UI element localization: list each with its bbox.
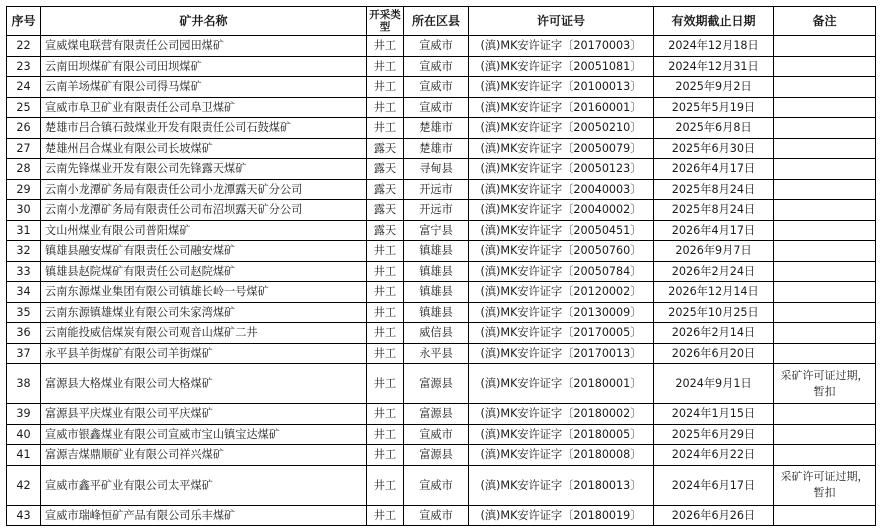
license-number-cell: (滇)MK安许证字〔20170005〕	[469, 323, 654, 344]
remark-cell	[774, 404, 876, 425]
table-row	[7, 465, 876, 505]
seq-cell: 31	[7, 220, 41, 241]
mining-type-cell: 露天	[367, 179, 404, 200]
mine-name-cell: 云南能投威信煤炭有限公司观音山煤矿二井	[41, 323, 367, 344]
mine-name-cell: 楚雄市吕合镇石鼓煤业开发有限责任公司石鼓煤矿	[41, 118, 367, 139]
license-number-cell: (滇)MK安许证字〔20180019〕	[469, 505, 654, 526]
remark-cell	[774, 445, 876, 466]
seq-cell: 28	[7, 159, 41, 180]
seq-cell: 35	[7, 302, 41, 323]
mine-name-cell: 云南东源煤业集团有限公司镇雄长岭一号煤矿	[41, 282, 367, 303]
remark-cell	[774, 241, 876, 262]
table-row	[7, 77, 876, 98]
district-cell: 富源县	[404, 445, 469, 466]
expiry-date-cell: 2025年10月25日	[654, 302, 774, 323]
license-number-cell: (滇)MK安许证字〔20170003〕	[469, 36, 654, 57]
mining-type-cell: 井工	[367, 323, 404, 344]
expiry-date-cell: 2026年6月26日	[654, 505, 774, 526]
table-row	[7, 200, 876, 221]
table-row	[7, 220, 876, 241]
district-cell: 宣威市	[404, 56, 469, 77]
mining-type-cell: 露天	[367, 159, 404, 180]
header-expiry: 有效期截止日期	[654, 7, 774, 36]
mining-type-cell: 井工	[367, 364, 404, 404]
seq-cell: 34	[7, 282, 41, 303]
district-cell: 镇雄县	[404, 261, 469, 282]
license-number-cell: (滇)MK安许证字〔20050784〕	[469, 261, 654, 282]
seq-cell: 38	[7, 364, 41, 404]
district-cell: 开远市	[404, 200, 469, 221]
seq-cell: 29	[7, 179, 41, 200]
seq-cell: 23	[7, 56, 41, 77]
mining-type-cell: 井工	[367, 282, 404, 303]
table-row	[7, 302, 876, 323]
expiry-date-cell: 2025年5月19日	[654, 97, 774, 118]
mining-type-cell: 井工	[367, 261, 404, 282]
district-cell: 富源县	[404, 364, 469, 404]
district-cell: 楚雄市	[404, 138, 469, 159]
seq-cell: 43	[7, 505, 41, 526]
district-cell: 富源县	[404, 404, 469, 425]
expiry-date-cell: 2026年9月7日	[654, 241, 774, 262]
district-cell: 开远市	[404, 179, 469, 200]
mine-name-cell: 宣威市阜卫矿业有限责任公司阜卫煤矿	[41, 97, 367, 118]
remark-cell	[774, 97, 876, 118]
district-cell: 宣威市	[404, 424, 469, 445]
seq-cell: 33	[7, 261, 41, 282]
expiry-date-cell: 2025年6月8日	[654, 118, 774, 139]
expiry-date-cell: 2026年4月17日	[654, 220, 774, 241]
district-cell: 宣威市	[404, 77, 469, 98]
table-row	[7, 364, 876, 404]
expiry-date-cell: 2024年12月31日	[654, 56, 774, 77]
license-number-cell: (滇)MK安许证字〔20050760〕	[469, 241, 654, 262]
header-license: 许可证号	[469, 7, 654, 36]
mining-type-cell: 井工	[367, 465, 404, 505]
remark-cell	[774, 77, 876, 98]
mining-type-cell: 井工	[367, 404, 404, 425]
district-cell: 富宁县	[404, 220, 469, 241]
seq-cell: 25	[7, 97, 41, 118]
mine-name-cell: 富源县平庆煤业有限公司平庆煤矿	[41, 404, 367, 425]
remark-cell	[774, 323, 876, 344]
table-row	[7, 138, 876, 159]
mining-type-cell: 井工	[367, 505, 404, 526]
expiry-date-cell: 2025年8月24日	[654, 179, 774, 200]
seq-cell: 26	[7, 118, 41, 139]
header-name: 矿井名称	[41, 7, 367, 36]
table-row	[7, 56, 876, 77]
expiry-date-cell: 2026年2月24日	[654, 261, 774, 282]
table-row	[7, 323, 876, 344]
license-number-cell: (滇)MK安许证字〔20180005〕	[469, 424, 654, 445]
table-row	[7, 343, 876, 364]
license-number-cell: (滇)MK安许证字〔20170013〕	[469, 343, 654, 364]
district-cell: 宣威市	[404, 97, 469, 118]
table-row	[7, 282, 876, 303]
mining-type-cell: 井工	[367, 424, 404, 445]
remark-cell: 采矿许可证过期，暂扣	[774, 364, 876, 404]
mine-name-cell: 富源县大格煤业有限公司大格煤矿	[41, 364, 367, 404]
mining-type-cell: 露天	[367, 138, 404, 159]
remark-cell	[774, 424, 876, 445]
table-row	[7, 159, 876, 180]
expiry-date-cell: 2026年2月14日	[654, 323, 774, 344]
district-cell: 宣威市	[404, 36, 469, 57]
remark-cell	[774, 505, 876, 526]
seq-cell: 27	[7, 138, 41, 159]
mine-name-cell: 宣威市瑞峰恒矿产品有限公司乐丰煤矿	[41, 505, 367, 526]
table-row	[7, 36, 876, 57]
seq-cell: 41	[7, 445, 41, 466]
table-body	[7, 36, 876, 526]
mine-name-cell: 云南小龙潭矿务局有限责任公司布沼坝露天矿分公司	[41, 200, 367, 221]
seq-cell: 30	[7, 200, 41, 221]
mine-name-cell: 永平县羊街煤矿有限公司羊街煤矿	[41, 343, 367, 364]
remark-cell	[774, 138, 876, 159]
header-row	[7, 7, 876, 36]
header-remark: 备注	[774, 7, 876, 36]
expiry-date-cell: 2026年6月20日	[654, 343, 774, 364]
table-row	[7, 179, 876, 200]
mine-name-cell: 宣威市鑫平矿业有限公司太平煤矿	[41, 465, 367, 505]
mining-type-cell: 井工	[367, 118, 404, 139]
expiry-date-cell: 2024年6月17日	[654, 465, 774, 505]
mine-name-cell: 镇雄县赵院煤矿有限责任公司赵院煤矿	[41, 261, 367, 282]
expiry-date-cell: 2025年6月29日	[654, 424, 774, 445]
mining-type-cell: 露天	[367, 220, 404, 241]
expiry-date-cell: 2026年12月14日	[654, 282, 774, 303]
district-cell: 镇雄县	[404, 302, 469, 323]
license-number-cell: (滇)MK安许证字〔20180002〕	[469, 404, 654, 425]
mining-type-cell: 井工	[367, 445, 404, 466]
header-district: 所在区县	[404, 7, 469, 36]
mining-type-cell: 井工	[367, 97, 404, 118]
table-row	[7, 445, 876, 466]
table-row	[7, 118, 876, 139]
expiry-date-cell: 2024年9月1日	[654, 364, 774, 404]
expiry-date-cell: 2024年1月15日	[654, 404, 774, 425]
table-row	[7, 505, 876, 526]
mining-type-cell: 井工	[367, 36, 404, 57]
expiry-date-cell: 2025年9月2日	[654, 77, 774, 98]
district-cell: 楚雄市	[404, 118, 469, 139]
mine-name-cell: 文山州煤业有限公司普阳煤矿	[41, 220, 367, 241]
table-row	[7, 261, 876, 282]
mine-name-cell: 云南羊场煤矿有限公司得马煤矿	[41, 77, 367, 98]
seq-cell: 37	[7, 343, 41, 364]
header-type: 开采类型	[367, 7, 404, 36]
license-number-cell: (滇)MK安许证字〔20180001〕	[469, 364, 654, 404]
license-number-cell: (滇)MK安许证字〔20050123〕	[469, 159, 654, 180]
mining-type-cell: 井工	[367, 56, 404, 77]
mine-name-cell: 宣威煤电联营有限责任公司园田煤矿	[41, 36, 367, 57]
district-cell: 永平县	[404, 343, 469, 364]
remark-cell	[774, 220, 876, 241]
mine-name-cell: 楚雄州吕合煤业有限公司长坡煤矿	[41, 138, 367, 159]
mine-name-cell: 云南小龙潭矿务局有限责任公司小龙潭露天矿分公司	[41, 179, 367, 200]
district-cell: 镇雄县	[404, 282, 469, 303]
remark-cell	[774, 261, 876, 282]
remark-cell	[774, 159, 876, 180]
seq-cell: 24	[7, 77, 41, 98]
seq-cell: 39	[7, 404, 41, 425]
remark-cell	[774, 200, 876, 221]
mine-name-cell: 富源吉煤鼎顺矿业有限公司祥兴煤矿	[41, 445, 367, 466]
table-row	[7, 241, 876, 262]
seq-cell: 32	[7, 241, 41, 262]
license-number-cell: (滇)MK安许证字〔20051081〕	[469, 56, 654, 77]
mining-type-cell: 井工	[367, 343, 404, 364]
district-cell: 宣威市	[404, 505, 469, 526]
expiry-date-cell: 2024年6月22日	[654, 445, 774, 466]
license-number-cell: (滇)MK安许证字〔20040003〕	[469, 179, 654, 200]
district-cell: 镇雄县	[404, 241, 469, 262]
mine-name-cell: 云南先锋煤业开发有限公司先锋露天煤矿	[41, 159, 367, 180]
mining-type-cell: 井工	[367, 241, 404, 262]
remark-cell	[774, 36, 876, 57]
mining-type-cell: 露天	[367, 200, 404, 221]
table-row	[7, 97, 876, 118]
remark-cell	[774, 343, 876, 364]
seq-cell: 40	[7, 424, 41, 445]
license-number-cell: (滇)MK安许证字〔20040002〕	[469, 200, 654, 221]
expiry-date-cell: 2026年4月17日	[654, 159, 774, 180]
coal-mine-license-table	[6, 6, 876, 526]
district-cell: 宣威市	[404, 465, 469, 505]
seq-cell: 36	[7, 323, 41, 344]
license-number-cell: (滇)MK安许证字〔20160001〕	[469, 97, 654, 118]
mining-type-cell: 井工	[367, 77, 404, 98]
remark-cell	[774, 179, 876, 200]
remark-cell	[774, 302, 876, 323]
remark-cell	[774, 118, 876, 139]
remark-cell	[774, 56, 876, 77]
license-number-cell: (滇)MK安许证字〔20100013〕	[469, 77, 654, 98]
license-number-cell: (滇)MK安许证字〔20050079〕	[469, 138, 654, 159]
license-number-cell: (滇)MK安许证字〔20180008〕	[469, 445, 654, 466]
expiry-date-cell: 2025年8月24日	[654, 200, 774, 221]
table-row	[7, 424, 876, 445]
district-cell: 寻甸县	[404, 159, 469, 180]
mining-type-cell: 井工	[367, 302, 404, 323]
mine-name-cell: 云南东源镇雄煤业有限公司朱家湾煤矿	[41, 302, 367, 323]
district-cell: 威信县	[404, 323, 469, 344]
header-seq: 序号	[7, 7, 41, 36]
seq-cell: 22	[7, 36, 41, 57]
mine-name-cell: 宣威市银鑫煤业有限公司宣威市宝山镇宝达煤矿	[41, 424, 367, 445]
table-row	[7, 404, 876, 425]
license-number-cell: (滇)MK安许证字〔20120002〕	[469, 282, 654, 303]
mine-name-cell: 镇雄县融安煤矿有限责任公司融安煤矿	[41, 241, 367, 262]
remark-cell	[774, 282, 876, 303]
license-number-cell: (滇)MK安许证字〔20130009〕	[469, 302, 654, 323]
expiry-date-cell: 2025年6月30日	[654, 138, 774, 159]
license-number-cell: (滇)MK安许证字〔20180013〕	[469, 465, 654, 505]
mine-name-cell: 云南田坝煤矿有限公司田坝煤矿	[41, 56, 367, 77]
license-number-cell: (滇)MK安许证字〔20050451〕	[469, 220, 654, 241]
seq-cell: 42	[7, 465, 41, 505]
license-number-cell: (滇)MK安许证字〔20050210〕	[469, 118, 654, 139]
expiry-date-cell: 2024年12月18日	[654, 36, 774, 57]
remark-cell: 采矿许可证过期，暂扣	[774, 465, 876, 505]
